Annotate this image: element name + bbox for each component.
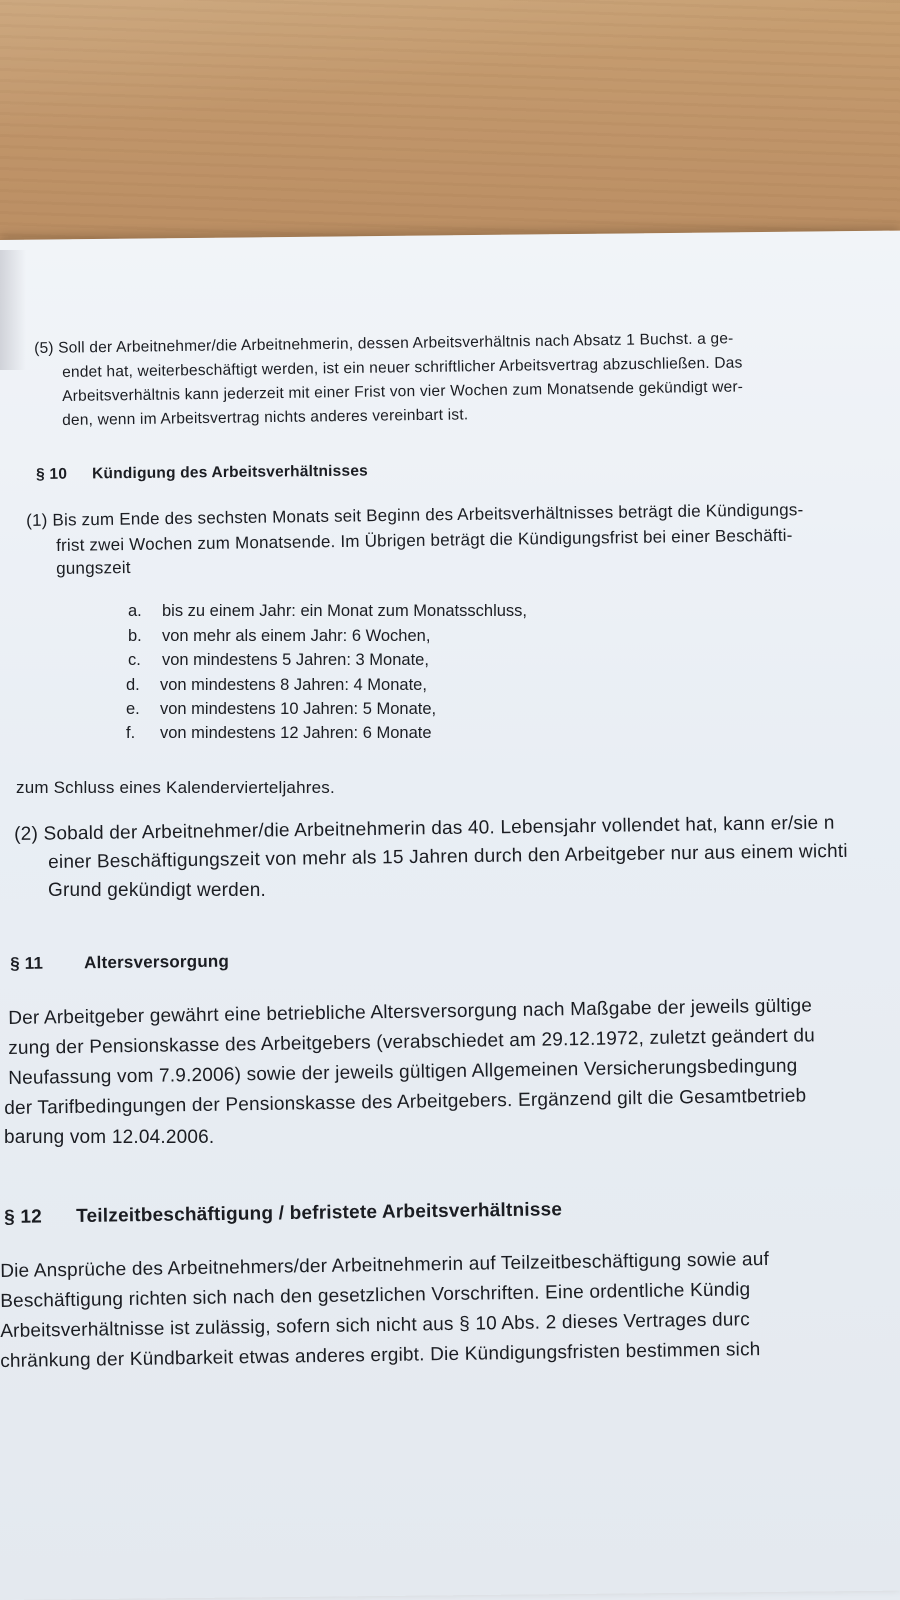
s9-p5-line-3: Arbeitsverhältnis kann jederzeit mit einer Frist von vier Wochen zum Monatsende gekündigt wer- <box>62 378 744 405</box>
section-11-title: Altersversorgung <box>84 951 230 973</box>
s12-line-4: chränkung der Kündbarkeit etwas anderes ergibt. Die Kündigungsfristen bestimmen sich <box>0 1339 761 1372</box>
s9-p5-line-1: (5) Soll der Arbeitnehmer/die Arbeitnehmerin, dessen Arbeitsverhältnis nach Absatz 1 Buchst. a ge- <box>34 330 734 357</box>
section-10-number: § 10 <box>36 465 68 483</box>
section-11-number: § 11 <box>10 953 44 973</box>
list-marker: e. <box>126 700 140 718</box>
list-text: von mindestens 12 Jahren: 6 Monate <box>160 724 432 742</box>
s11-line-3: Neufassung vom 7.9.2006) sowie der jeweils gültigen Allgemeinen Versicherungsbedingung <box>8 1055 798 1089</box>
section-10-heading <box>36 460 368 487</box>
s10-p1-line-1: (1) Bis zum Ende des sechsten Monats seit Beginn des Arbeitsverhältnisses beträgt die Kündigungs- <box>26 500 804 530</box>
s12-line-2: Beschäftigung richten sich nach den gesetzlichen Vorschriften. Eine ordentliche Kündig <box>0 1279 751 1312</box>
s10-p2-line-2: einer Beschäftigungszeit von mehr als 15 Jahren durch den Arbeitgeber nur aus einem wichti <box>48 840 848 873</box>
list-marker: f. <box>126 724 136 742</box>
s12-line-3: Arbeitsverhältnisse ist zulässig, sofern sich nicht aus § 10 Abs. 2 dieses Vertrages durc <box>0 1309 750 1342</box>
s10-p2-line-1: (2) Sobald der Arbeitnehmer/die Arbeitnehmerin das 40. Lebensjahr vollendet hat, kann er/sie n <box>14 812 835 845</box>
section-11-heading <box>10 949 229 977</box>
s11-line-5: barung vom 12.04.2006. <box>4 1127 215 1148</box>
section-10-title: Kündigung des Arbeitsverhältnisses <box>92 462 369 483</box>
section-12-number: § 12 <box>4 1206 43 1228</box>
list-item <box>128 651 429 670</box>
list-item <box>128 602 527 621</box>
list-text: von mehr als einem Jahr: 6 Wochen, <box>162 627 431 645</box>
list-item <box>126 724 432 743</box>
list-text: von mindestens 5 Jahren: 3 Monate, <box>162 651 429 669</box>
section-12-title: Teilzeitbeschäftigung / befristete Arbeitsverhältnisse <box>76 1199 563 1227</box>
list-marker: b. <box>128 627 142 645</box>
list-marker: a. <box>128 602 142 620</box>
list-text: von mindestens 10 Jahren: 5 Monate, <box>160 700 437 718</box>
list-marker: c. <box>128 651 141 669</box>
s10-p1-line-3: gungszeit <box>56 557 131 578</box>
list-item <box>128 627 430 646</box>
s10-p2-line-3: Grund gekündigt werden. <box>48 880 266 901</box>
list-item <box>126 700 436 719</box>
page-fold-shadow <box>0 250 26 370</box>
s11-line-4: der Tarifbedingungen der Pensionskasse des Arbeitgebers. Ergänzend gilt die Gesamtbetrieb <box>4 1085 807 1119</box>
s9-p5-line-4: den, wenn im Arbeitsvertrag nichts anderes vereinbart ist. <box>62 406 469 429</box>
document-page <box>0 231 900 1600</box>
list-text: bis zu einem Jahr: ein Monat zum Monatsschluss, <box>162 602 527 620</box>
s11-line-1: Der Arbeitgeber gewährt eine betriebliche Altersversorgung nach Maßgabe der jeweils gültige <box>8 995 813 1029</box>
s12-line-1: Die Ansprüche des Arbeitnehmers/der Arbeitnehmerin auf Teilzeitbeschäftigung sowie auf <box>0 1248 770 1282</box>
list-text: von mindestens 8 Jahren: 4 Monate, <box>160 676 427 694</box>
s10-p1-line-2: frist zwei Wochen zum Monatsende. Im Übrigen beträgt die Kündigungsfrist bei einer Beschäfti- <box>56 525 793 555</box>
list-item <box>126 676 427 695</box>
s10-closing-line: zum Schluss eines Kalendervierteljahres. <box>16 778 335 797</box>
list-marker: d. <box>126 676 140 694</box>
s9-p5-line-2: endet hat, weiterbeschäftigt werden, ist ein neuer schriftlicher Arbeitsvertrag abzuschließen. Das <box>62 354 743 381</box>
s11-line-2: zung der Pensionskasse des Arbeitgebers (verabschiedet am 29.12.1972, zuletzt geändert du <box>8 1025 816 1059</box>
